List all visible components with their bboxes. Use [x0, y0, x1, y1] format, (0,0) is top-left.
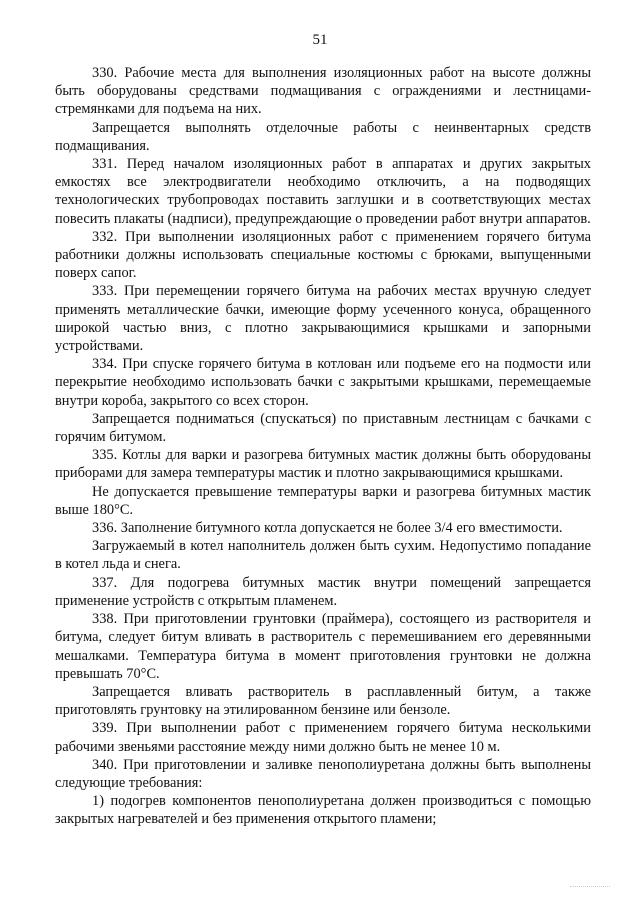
paragraph-334: 334. При спуске горячего битума в котлован или подъеме его на подмости или перекрытие необходимо использовать бачки с закрытыми крышками, перемещаемые внутри короба, закрытого со всех сторон. [55, 356, 591, 409]
paragraph-336: 336. Заполнение битумного котла допускается не более 3/4 его вместимости. [92, 520, 563, 537]
paragraph-340: 340. При приготовлении и заливке пенополиуретана должны быть выполнены следующие требования: [55, 756, 591, 791]
document-body [55, 64, 591, 829]
paragraph-333: 333. При перемещении горячего битума на рабочих местах вручную следует применять металлические бачки, имеющие форму усеченного конуса, обращенного широкой частью вниз, с плотно закрывающимися крышками и запорными устройствами. [55, 283, 591, 355]
paragraph-335: 335. Котлы для варки и разогрева битумных мастик должны быть оборудованы приборами для замера температуры мастик и плотно закрывающимися крышками. [55, 447, 591, 482]
paragraph-338: 338. При приготовлении грунтовки (праймера), состоящего из растворителя и битума, следует битум вливать в растворитель с перемешиванием его деревянными мешалками. Температура битума в момент приготовления грунтовки не должна превышать 70°С. [55, 611, 591, 682]
paragraph-339: 339. При выполнении работ с применением горячего битума несколькими рабочими звеньями расстояние между ними должно быть не менее 10 м. [55, 720, 591, 755]
paragraph-334-prohibition: Запрещается подниматься (спускаться) по приставным лестницам с бачками с горячим битумом. [55, 410, 591, 446]
scan-edge-mark [570, 886, 610, 891]
paragraph-337: 337. Для подогрева битумных мастик внутри помещений запрещается применение устройств с открытым пламенем. [55, 574, 591, 609]
paragraph-330-prohibition: Запрещается выполнять отделочные работы с неинвентарных средств подмащивания. [55, 119, 591, 154]
page-number: 51 [312, 32, 328, 48]
paragraph-332: 332. При выполнении изоляционных работ с применением горячего битума работники должны использовать специальные костюмы с брюками, выпущенными поверх сапог. [55, 228, 591, 282]
paragraph-336-filler: Загружаемый в котел наполнитель должен быть сухим. Недопустимо попадание в котел льда и снега. [55, 538, 591, 573]
paragraph-331: 331. Перед началом изоляционных работ в аппаратах и других закрытых емкостях все электродвигатели необходимо отключить, а на подводящих технологических трубопроводах поставить заглушки и в соответствующих местах повесить плакаты (надписи), предупреждающие о проведении работ внутри аппаратов. [55, 156, 591, 227]
paragraph-340-item-1: 1) подогрев компонентов пенополиуретана должен производиться с помощью закрытых нагревателей и без применения открытого пламени; [55, 793, 591, 828]
paragraph-335-limit: Не допускается превышение температуры варки и разогрева битумных мастик выше 180°С. [55, 483, 591, 518]
paragraph-338-prohibition: Запрещается вливать растворитель в расплавленный битум, а также приготовлять грунтовку на этилированном бензине или бензоле. [55, 683, 591, 719]
paragraph-330: 330. Рабочие места для выполнения изоляционных работ на высоте должны быть оборудованы средствами подмащивания с ограждениями и лестницами-стремянками для подъема на них. [55, 65, 591, 118]
